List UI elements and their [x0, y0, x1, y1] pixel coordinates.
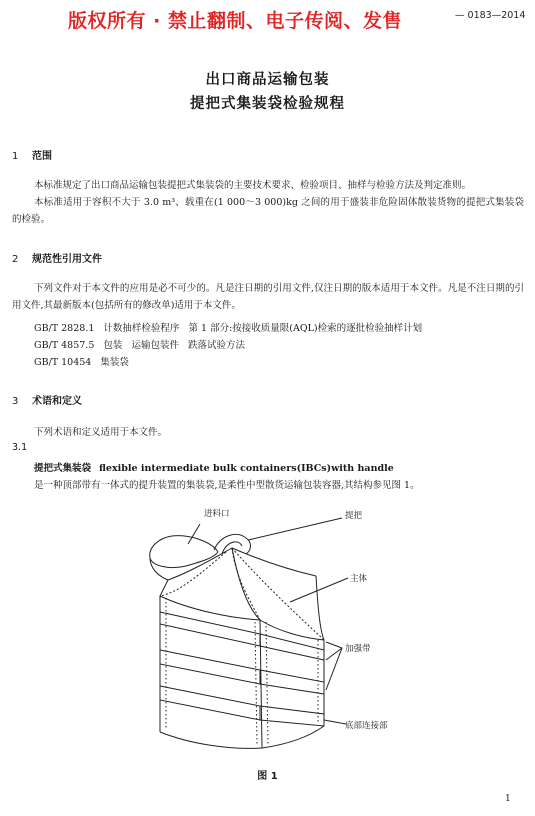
page-number: 1 [505, 794, 511, 804]
figure-label-reinforcement-band: 加强带 [345, 644, 371, 654]
term-heading [34, 460, 394, 474]
section-title: 范围 [32, 151, 52, 162]
section-3-paragraph-1: 下列术语和定义适用于本文件。 [34, 427, 168, 438]
document-title-line1: 出口商品运输包装 [205, 72, 330, 88]
standard-number: — 0183—2014 [455, 10, 526, 21]
section-1-heading [12, 147, 52, 162]
section-number: 3 [12, 396, 19, 407]
document-title-line2: 提把式集装袋检验规程 [190, 96, 345, 112]
section-1-paragraph-1: 本标准规定了出口商品运输包装提把式集装袋的主要技术要求、检验项目、抽样与检验方法及判定准则。 [34, 180, 472, 191]
term-number: 3.1 [12, 442, 28, 453]
normative-reference: GB/T 4857.5 包装 运输包装件 跌落试验方法 [34, 340, 246, 351]
section-2-heading [12, 250, 102, 265]
section-1-paragraph-2: 本标准适用于容积不大于 3.0 m³、载重在(1 000～3 000)kg 之间的用于盛装非危险固体散装货物的提把式集装袋的检验。 [12, 197, 524, 225]
section-number: 2 [12, 254, 19, 265]
section-2-paragraph-1: 下列文件对于本文件的应用是必不可少的。凡是注日期的引用文件,仅注日期的版本适用于本文件。凡是不注日期的引用文件,其最新版本(包括所有的修改单)适用于本文件。 [12, 283, 524, 311]
figure-label-body: 主体 [350, 574, 368, 584]
figure-label-inlet: 进料口 [204, 509, 230, 519]
term-english: flexible intermediate bulk containers(IBCs)with handle [99, 463, 394, 474]
normative-reference: GB/T 2828.1 计数抽样检验程序 第 1 部分:按接收质量限(AQL)检索的逐批检验抽样计划 [34, 323, 423, 334]
section-number: 1 [12, 151, 19, 162]
normative-reference: GB/T 10454 集装袋 [34, 357, 129, 368]
figure-caption: 图 1 [257, 771, 278, 782]
section-title: 规范性引用文件 [32, 254, 102, 265]
section-title: 术语和定义 [32, 396, 82, 407]
figure-label-handle: 提把 [345, 511, 363, 521]
figure-label-bottom-connection: 底部连接部 [345, 721, 388, 731]
copyright-watermark: 版权所有 · 禁止翻制、电子传阅、发售 [68, 10, 402, 32]
term-definition: 是一种顶部带有一体式的提升装置的集装袋,是柔性中型散货运输包装容器,其结构参见图 1。 [34, 480, 420, 491]
term-chinese: 提把式集装袋 [34, 463, 92, 474]
section-3-heading [12, 392, 82, 407]
figure-1-bag-diagram [0, 500, 535, 770]
